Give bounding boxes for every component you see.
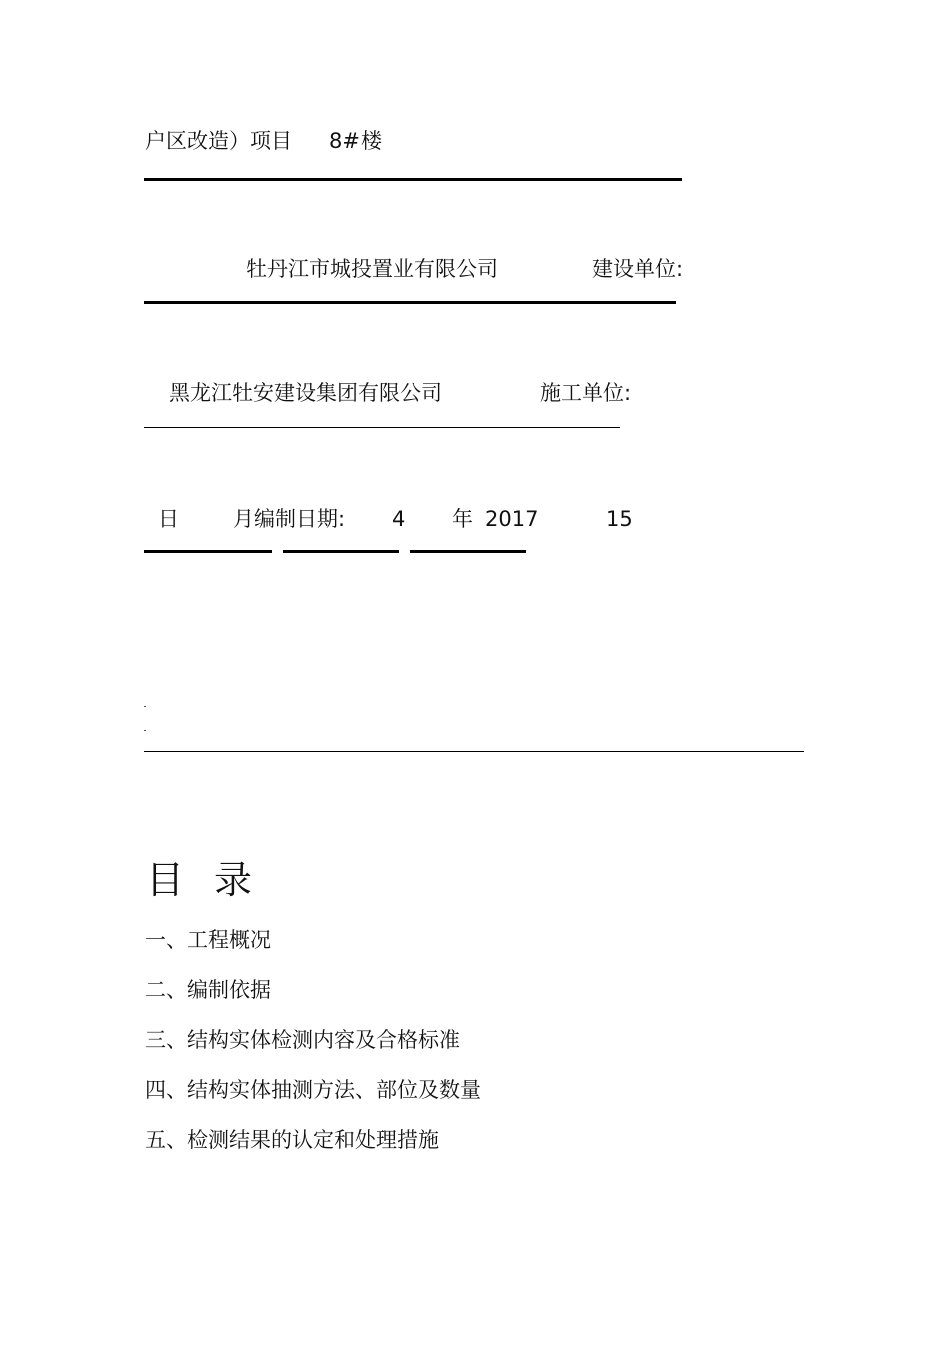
contractor-company: 黑龙江牡安建设集团有限公司 — [169, 381, 442, 405]
date-month-label: 月编制日期: — [233, 507, 346, 531]
page-separator — [144, 751, 804, 752]
toc-item: 三、结构实体检测内容及合格标准 — [145, 1028, 460, 1052]
contractor-underline — [144, 427, 620, 428]
date-underline-2 — [283, 550, 399, 553]
contractor-label: 施工单位: — [540, 381, 632, 405]
builder-company: 牡丹江市城投置业有限公司 — [246, 257, 498, 281]
date-month-value: 4 — [392, 507, 406, 531]
separator-dot — [144, 730, 146, 731]
toc-item: 二、编制依据 — [145, 978, 271, 1002]
toc-title: 目录 — [146, 858, 283, 902]
date-day-char: 日 — [158, 507, 179, 531]
date-year-char: 年 — [452, 507, 473, 531]
toc-item: 四、结构实体抽测方法、部位及数量 — [145, 1078, 481, 1102]
builder-underline — [144, 301, 676, 304]
date-underline-3 — [410, 550, 526, 553]
date-year-value: 2017 — [485, 507, 539, 531]
separator-dot — [144, 706, 146, 707]
builder-label: 建设单位: — [592, 257, 684, 281]
building-number: 8# — [329, 129, 360, 153]
date-day-value: 15 — [606, 507, 633, 531]
project-underline — [144, 178, 682, 181]
toc-item: 一、工程概况 — [145, 928, 271, 952]
project-name-prefix: 户区改造）项目 — [145, 129, 292, 153]
date-underline-1 — [144, 550, 272, 553]
building-suffix: 楼 — [361, 129, 382, 153]
toc-item: 五、检测结果的认定和处理措施 — [145, 1128, 439, 1152]
